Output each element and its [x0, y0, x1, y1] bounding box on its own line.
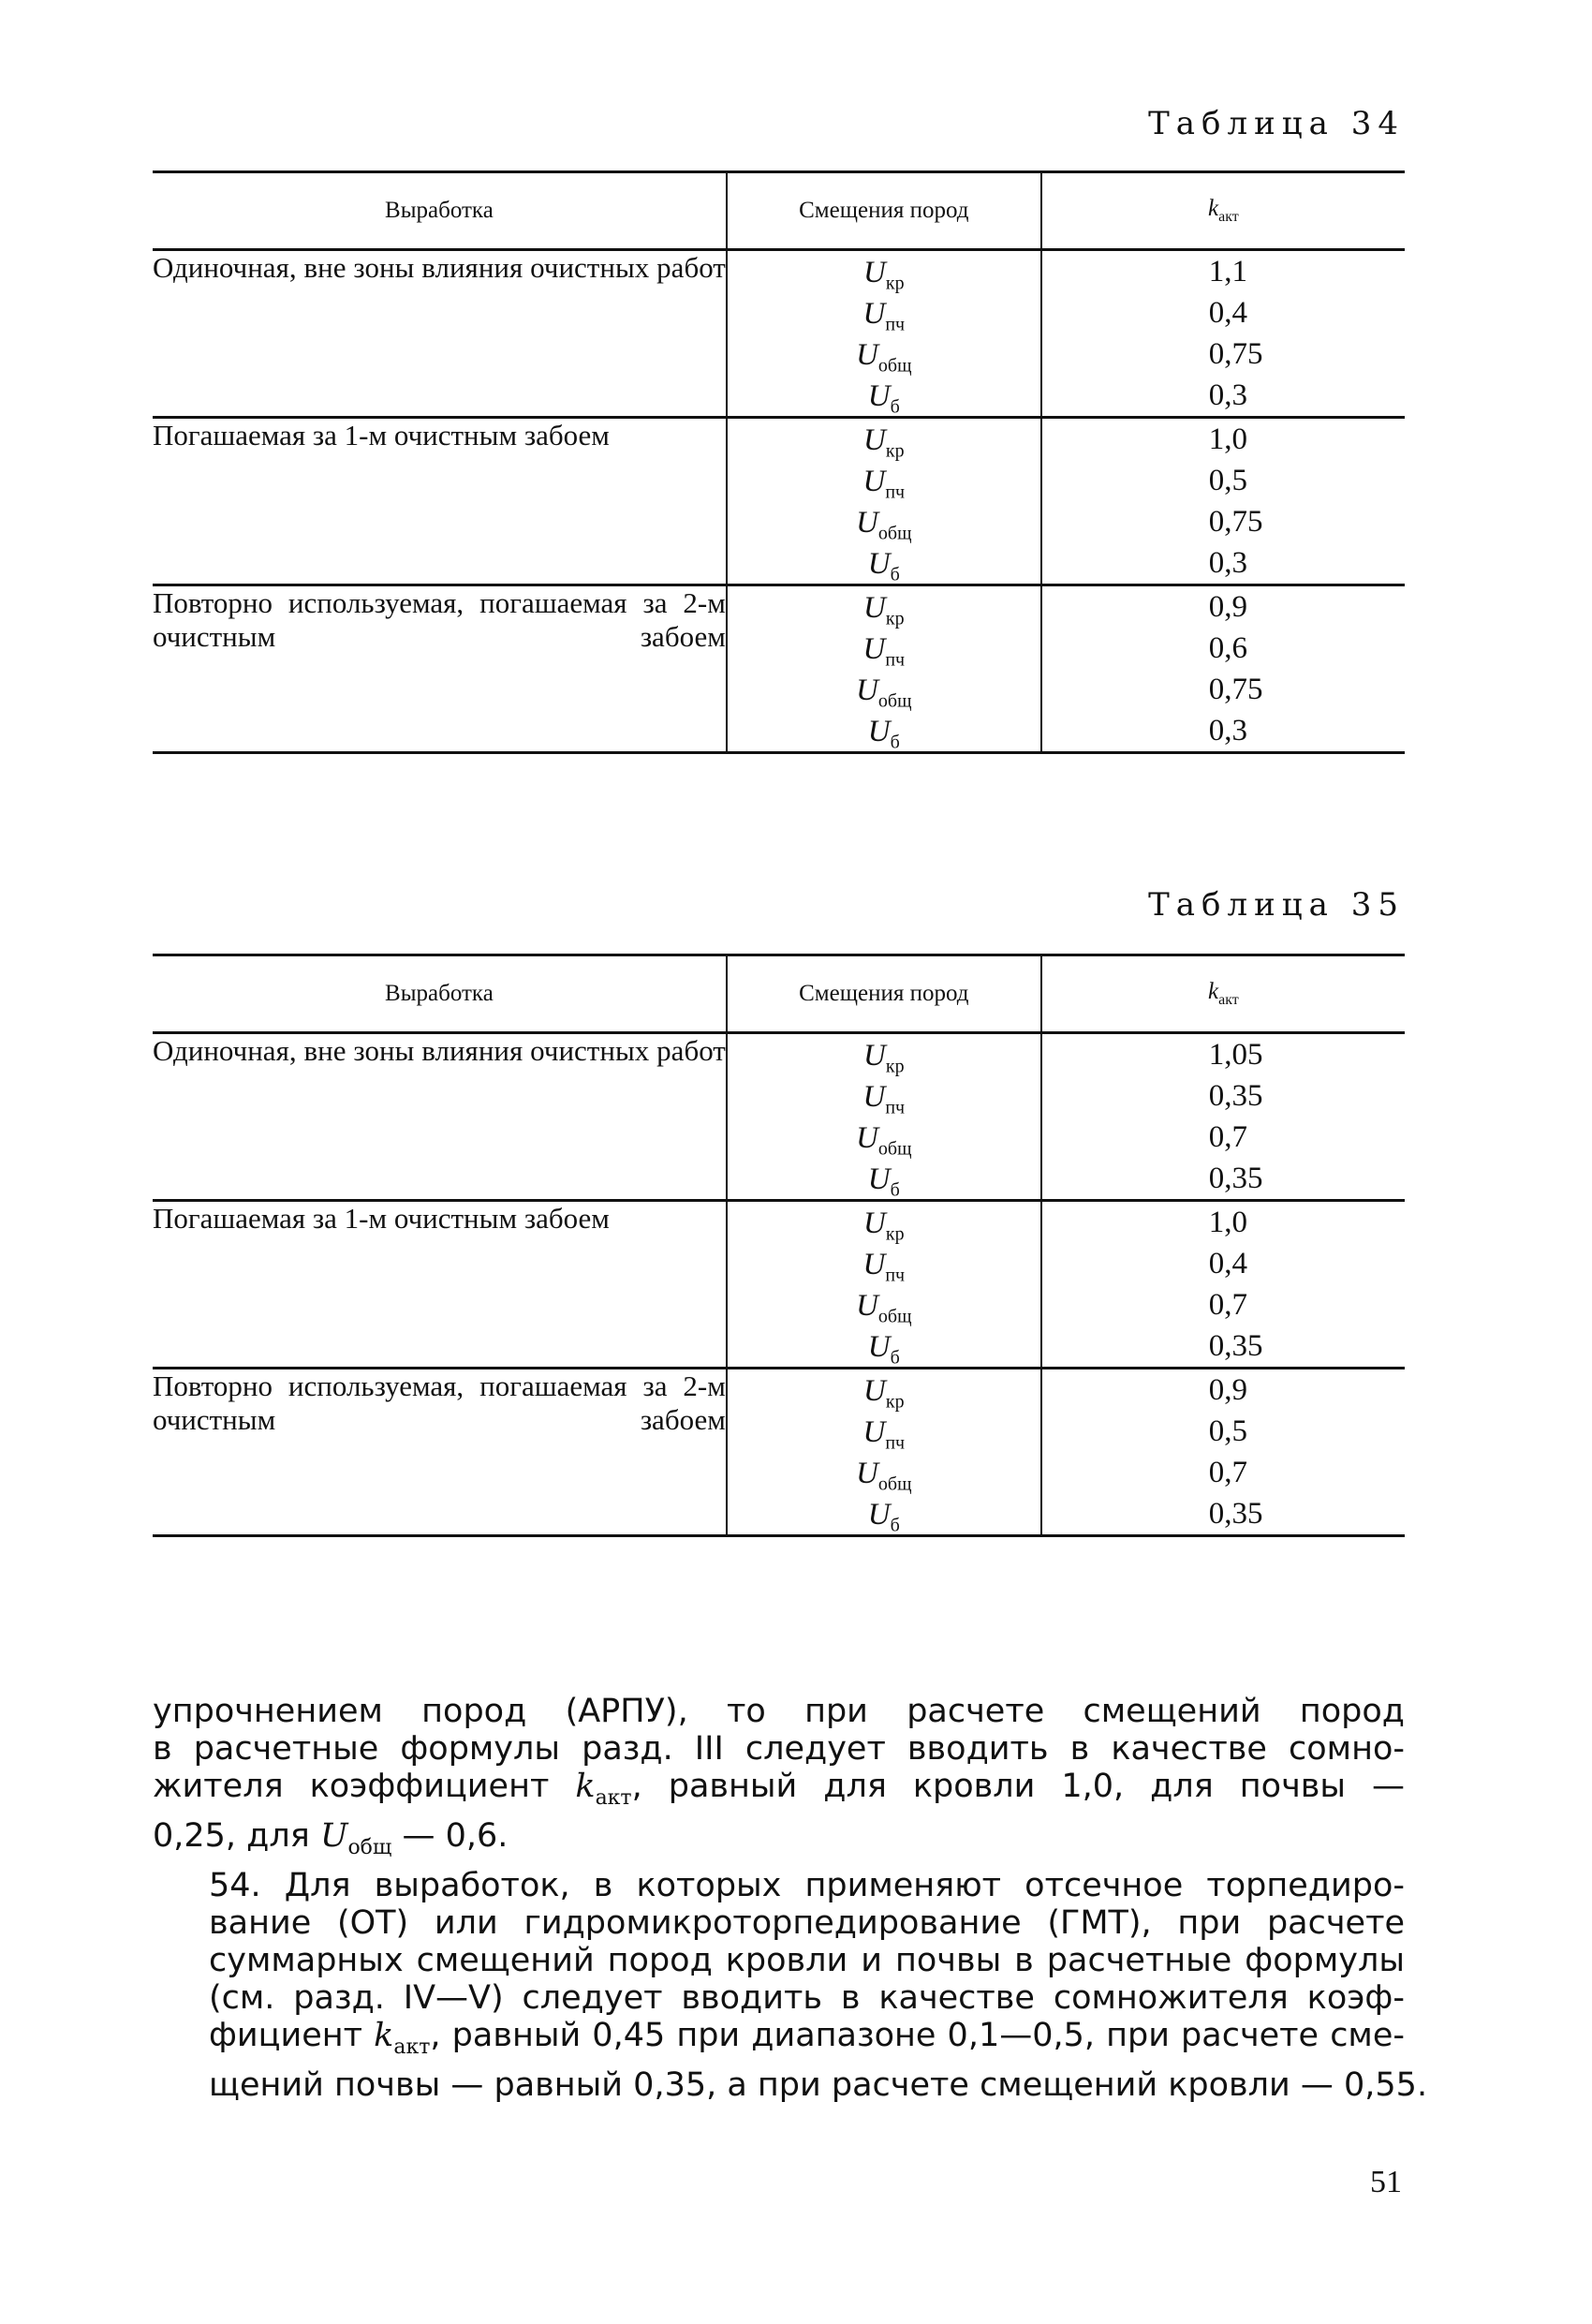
displacement-symbol: $U_{общ}$	[856, 1121, 912, 1160]
displacement-symbols	[727, 250, 1041, 418]
k-act-values	[1041, 1033, 1405, 1201]
k-act-value: 0,7	[1208, 1288, 1247, 1322]
text-line: 0,25, для $U_{общ}$ — 0,6.	[153, 1817, 509, 1859]
k-act-values	[1041, 585, 1405, 753]
u-total-symbol: $U_{общ}$	[319, 1817, 392, 1859]
displacement-symbol: $U_{общ}$	[856, 506, 912, 544]
displacement-symbol: $U_б$	[867, 547, 900, 585]
k-act-value: 0,4	[1208, 1247, 1247, 1280]
workings-label: Одиночная, вне зоны влияния очистных работ	[153, 250, 727, 418]
header-rock-displacements: Смещения пород	[727, 955, 1041, 1033]
k-act-value: 0,7	[1208, 1120, 1247, 1154]
k-act-values	[1041, 1369, 1405, 1536]
paragraph-54	[153, 1867, 1428, 2104]
table-row	[153, 1369, 1405, 1536]
table-row	[153, 250, 1405, 418]
text-line: фициент $k_{акт}$, равный 0,45 при диапазоне 0,1—0,5, при расчете сме-	[209, 2017, 1406, 2059]
paragraph-continuation	[153, 1693, 1405, 1867]
header-k-act: $k_{акт}$	[1041, 172, 1405, 250]
table-header-row	[153, 172, 1405, 250]
displacement-symbol: $U_{общ}$	[856, 1457, 912, 1495]
k-act-value: 1,1	[1208, 255, 1247, 289]
table-34	[153, 170, 1405, 754]
text-line: (см. разд. IV—V) следует вводить в качестве сомножителя коэф-	[209, 1979, 1405, 2017]
k-act-value: 0,35	[1208, 1162, 1263, 1195]
displacement-symbol: $U_{общ}$	[856, 674, 912, 712]
text-line: щений почвы — равный 0,35, а при расчете смещений кровли — 0,55.	[209, 2066, 1428, 2104]
displacement-symbol: $U_б$	[867, 1162, 900, 1201]
text-line: 54. Для выработок, в которых применяют отсечное торпедиро-	[209, 1867, 1405, 1904]
k-act-value: 0,5	[1208, 1414, 1247, 1448]
displacement-symbol: $U_{пч}$	[862, 465, 906, 503]
displacement-symbol: $U_{общ}$	[856, 338, 912, 377]
k-act-value: 0,4	[1208, 296, 1247, 330]
table-35-caption: Таблица 35	[1148, 886, 1405, 924]
k-act-value: 0,3	[1208, 378, 1247, 412]
k-act-values	[1041, 250, 1405, 418]
table-row	[153, 418, 1405, 585]
header-rock-displacements: Смещения пород	[727, 172, 1041, 250]
text-line: жителя коэффициент $k_{акт}$, равный для кровли 1,0, для почвы —	[153, 1768, 1405, 1810]
k-act-value: 0,3	[1208, 546, 1247, 580]
displacement-symbol: $U_{пч}$	[862, 632, 906, 671]
workings-label: Повторно используемая, погашаемая за 2-м очистным забоем	[153, 585, 727, 753]
k-act-value: 0,75	[1208, 505, 1263, 539]
k-act-value: 0,9	[1208, 1373, 1247, 1407]
workings-label: Погашаемая за 1-м очистным забоем	[153, 1201, 727, 1369]
displacement-symbols	[727, 1369, 1041, 1536]
displacement-symbol: $U_б$	[867, 1330, 900, 1369]
header-workings: Выработка	[153, 955, 727, 1033]
k-act-value: 1,05	[1208, 1038, 1263, 1072]
header-workings: Выработка	[153, 172, 727, 250]
displacement-symbol: $U_б$	[867, 1498, 900, 1536]
k-act-value: 0,75	[1208, 337, 1263, 371]
k-act-value: 0,6	[1208, 631, 1247, 665]
k-act-value: 0,7	[1208, 1456, 1247, 1489]
displacement-symbol: $U_{кр}$	[863, 256, 905, 294]
displacement-symbol: $U_б$	[867, 379, 900, 418]
page-number: 51	[1370, 2165, 1402, 2199]
displacement-symbol: $U_б$	[867, 715, 900, 753]
table-row	[153, 1201, 1405, 1369]
displacement-symbol: $U_{пч}$	[862, 1080, 906, 1118]
table-35-body	[153, 1033, 1405, 1536]
displacement-symbol: $U_{кр}$	[863, 1206, 905, 1245]
table-header-row	[153, 955, 1405, 1033]
table-35	[153, 954, 1405, 1537]
displacement-symbol: $U_{кр}$	[863, 1039, 905, 1077]
displacement-symbols	[727, 585, 1041, 753]
table-34-body	[153, 250, 1405, 753]
text-line: суммарных смещений пород кровли и почвы в расчетные формулы	[209, 1942, 1405, 1979]
k-act-value: 0,35	[1208, 1329, 1263, 1363]
workings-label: Повторно используемая, погашаемая за 2-м очистным забоем	[153, 1369, 727, 1536]
k-act-value: 0,3	[1208, 714, 1247, 748]
table-row	[153, 585, 1405, 753]
k-act-symbol: $k_{акт}$	[374, 2017, 431, 2059]
displacement-symbol: $U_{кр}$	[863, 423, 905, 462]
k-act-value: 0,9	[1208, 590, 1247, 624]
k-act-value: 0,75	[1208, 673, 1263, 706]
k-act-value: 1,0	[1208, 1206, 1247, 1239]
header-k-act: $k_{акт}$	[1041, 955, 1405, 1033]
displacement-symbols	[727, 1033, 1041, 1201]
workings-label: Погашаемая за 1-м очистным забоем	[153, 418, 727, 585]
k-act-value: 0,35	[1208, 1497, 1263, 1531]
table-row	[153, 1033, 1405, 1201]
text-line: вание (ОТ) или гидромикроторпедирование (ГМТ), при расчете	[209, 1904, 1405, 1942]
k-act-value: 1,0	[1208, 422, 1247, 456]
displacement-symbol: $U_{пч}$	[862, 1248, 906, 1286]
k-act-value: 0,5	[1208, 464, 1247, 497]
k-act-value: 0,35	[1208, 1079, 1263, 1113]
k-act-values	[1041, 1201, 1405, 1369]
text-line: в расчетные формулы разд. III следует вводить в качестве сомно-	[153, 1730, 1405, 1768]
k-act-symbol: $k_{акт}$	[575, 1768, 632, 1810]
displacement-symbols	[727, 418, 1041, 585]
workings-label: Одиночная, вне зоны влияния очистных работ	[153, 1033, 727, 1201]
text-line: упрочнением пород (АРПУ), то при расчете смещений пород	[153, 1693, 1405, 1730]
table-34-caption: Таблица 34	[1148, 105, 1405, 142]
displacement-symbol: $U_{кр}$	[863, 1374, 905, 1413]
displacement-symbol: $U_{пч}$	[862, 297, 906, 335]
displacement-symbol: $U_{общ}$	[856, 1289, 912, 1327]
displacement-symbol: $U_{кр}$	[863, 591, 905, 629]
displacement-symbol: $U_{пч}$	[862, 1415, 906, 1454]
k-act-values	[1041, 418, 1405, 585]
displacement-symbols	[727, 1201, 1041, 1369]
